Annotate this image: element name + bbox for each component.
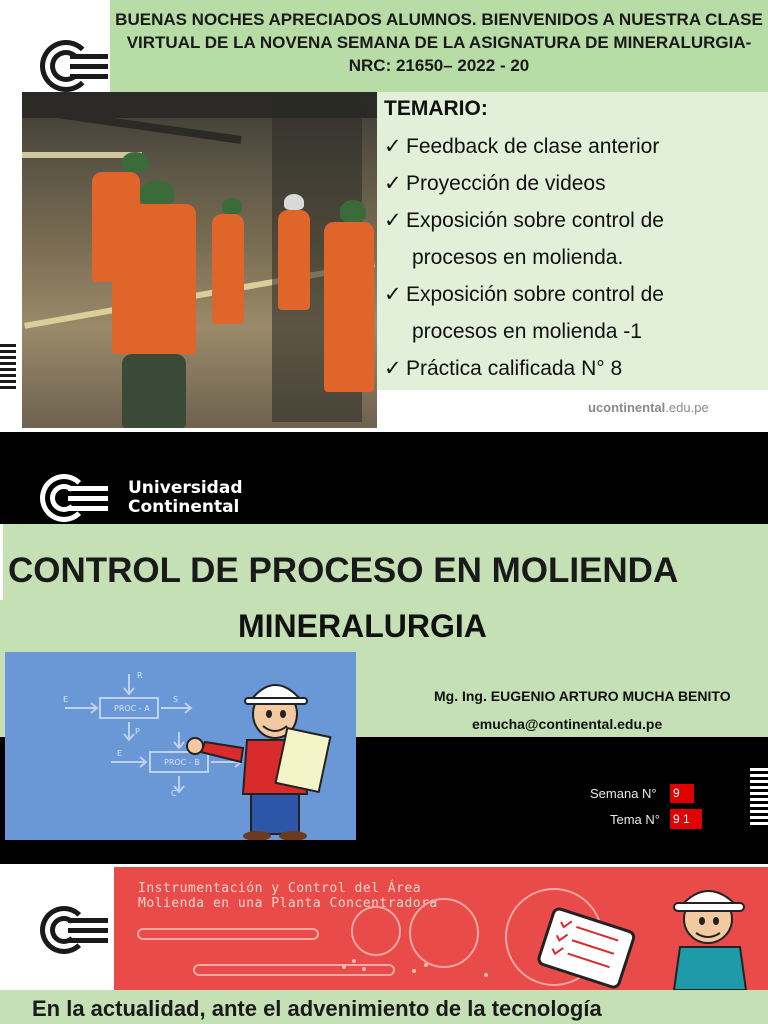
topic-text: Exposición sobre control de [406, 209, 664, 232]
diagram-label: C [171, 789, 177, 798]
topic-item [384, 202, 764, 239]
topic-item [384, 276, 764, 313]
check-icon: ✓ [384, 357, 402, 380]
university-logo-icon [40, 40, 110, 92]
check-icon: ✓ [384, 209, 402, 232]
mine-workers-photo [22, 92, 377, 428]
week-label: Semana N° [590, 786, 657, 801]
process-diagram-illustration [5, 652, 356, 840]
diagram-label: E [63, 695, 69, 704]
university-logo-icon [40, 474, 112, 522]
process-diagram-svg [5, 652, 356, 840]
topic-text: procesos en molienda. [412, 246, 624, 269]
diagram-label: R [137, 671, 143, 680]
box-a-label: PROC - A [114, 704, 150, 713]
website-url: ucontinental.edu.pe [588, 400, 709, 415]
stripes-decoration [0, 344, 16, 392]
topic-item [384, 165, 764, 202]
subject-title: MINERALURGIA [238, 608, 487, 644]
stripes-decoration [750, 768, 768, 828]
topic-item-continuation [384, 239, 764, 276]
diagram-label: E [117, 749, 123, 758]
week-badge: 9 [670, 784, 694, 803]
slide-title [0, 432, 768, 864]
slide-welcome [0, 0, 768, 432]
university-logo-icon [40, 906, 112, 954]
topic-item [384, 128, 764, 165]
author-email: emucha@continental.edu.pe [472, 716, 663, 732]
topic-item-continuation [384, 313, 764, 350]
diagram-label: P [135, 727, 140, 736]
topic-text: Feedback de clase anterior [406, 135, 660, 158]
diagram-label: S [173, 695, 179, 704]
welcome-header [110, 0, 768, 92]
topic-text: Exposición sobre control de [406, 283, 664, 306]
presentation-title: CONTROL DE PROCESO EN MOLIENDA [8, 551, 679, 590]
intro-text: En la actualidad, ante el advenimiento de la tecnología [32, 996, 602, 1021]
instrumentation-banner [114, 867, 768, 990]
plant-illustration-svg [114, 867, 768, 990]
author-name: Mg. Ing. EUGENIO ARTURO MUCHA BENITO [434, 688, 731, 704]
topic-badge: 9 1 [670, 809, 702, 829]
topic-text: Práctica calificada N° 8 [406, 357, 623, 380]
topic-text: procesos en molienda -1 [412, 320, 642, 343]
topic-item [384, 350, 764, 387]
banner-title: Instrumentación y Control del Área Molienda en una Planta Concentradora [138, 881, 438, 911]
topics-title: TEMARIO: [384, 97, 488, 120]
topic-label: Tema N° [610, 812, 660, 827]
engineer-cartoon-icon [674, 891, 746, 990]
university-name: Universidad Continental [128, 478, 243, 517]
topics-list [384, 128, 764, 387]
check-icon: ✓ [384, 172, 402, 195]
check-icon: ✓ [384, 283, 402, 306]
slide-intro [0, 864, 768, 1024]
box-b-label: PROC - B [164, 758, 200, 767]
topic-text: Proyección de videos [406, 172, 606, 195]
checklist-tablet-icon [537, 907, 635, 988]
welcome-header-text: BUENAS NOCHES APRECIADOS ALUMNOS. BIENVENIDOS A NUESTRA CLASE VIRTUAL DE LA NOVENA SEMANA DE LA ASIGNATURA DE MINERALURGIA- NRC: 21650– 2022 - 20 [115, 10, 763, 75]
check-icon: ✓ [384, 135, 402, 158]
